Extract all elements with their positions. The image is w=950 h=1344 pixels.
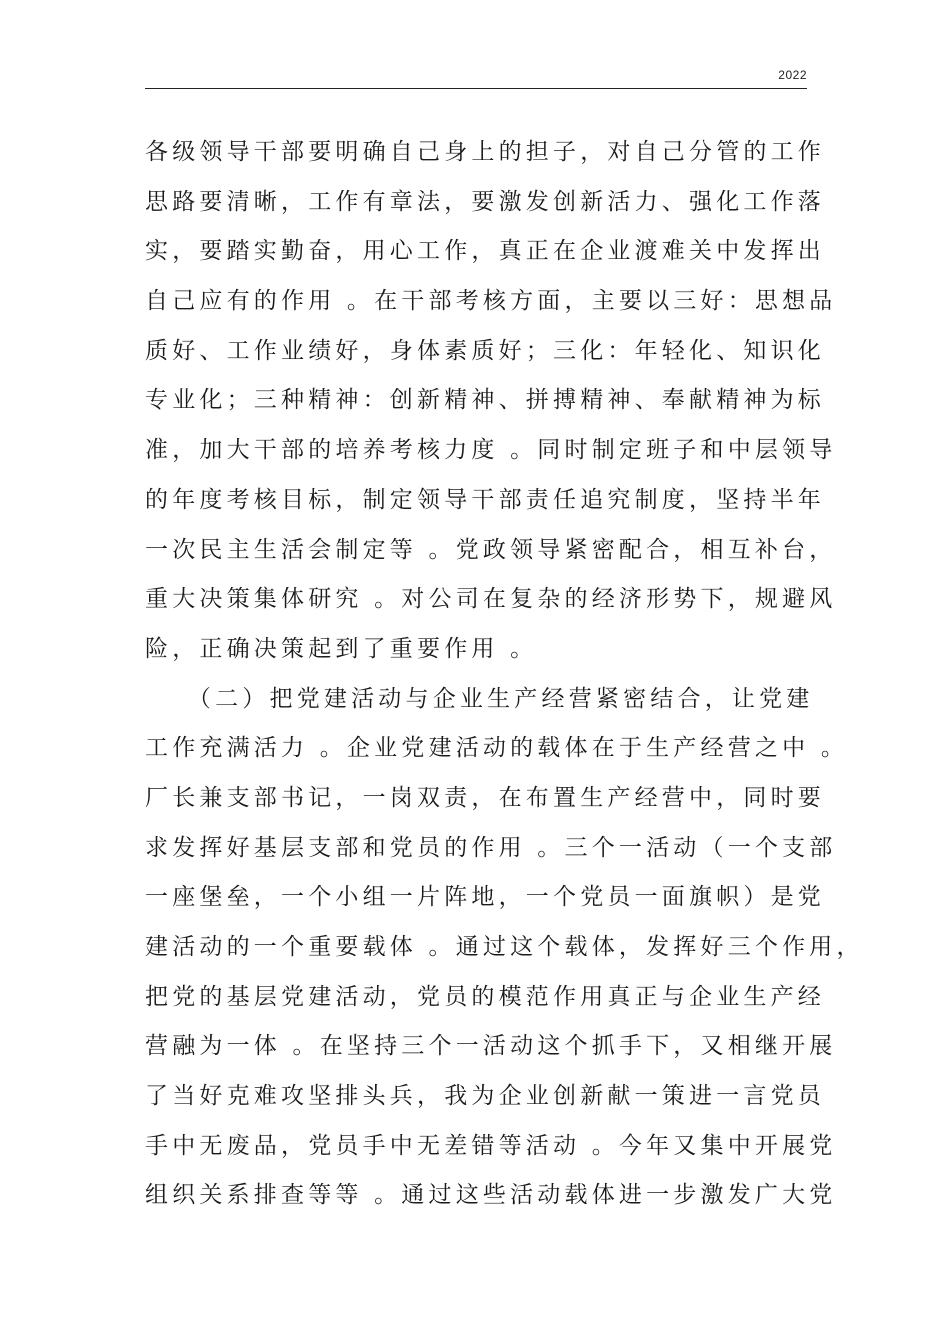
text-line: 手中无废品，党员手中无差错等活动 。今年又集中开展党 [145, 1132, 837, 1159]
paragraph-heading-line: （二）把党建活动与企业生产经营紧密结合，让党建 [145, 685, 814, 712]
text-line: 了当好克难攻坚排头兵，我为企业创新献一策进一言党员 [145, 1083, 825, 1110]
text-line: 工作充满活力 。企业党建活动的载体在于生产经营之中 。 [145, 735, 849, 762]
text-line: 一次民主生活会制定等 。党政领导紧密配合，相互补台， [145, 536, 837, 563]
text-line: 实，要踏实勤奋，用心工作，真正在企业渡难关中发挥出 [145, 238, 825, 265]
text-line: 质好、工作业绩好，身体素质好；三化：年轻化、知识化 [145, 337, 825, 364]
text-line: 建活动的一个重要载体 。通过这个载体，发挥好三个作用， [145, 934, 864, 960]
header-year: 2022 [778, 68, 807, 82]
text-line: 重大决策集体研究 。对公司在复杂的经济形势下，规避风 [145, 586, 837, 613]
text-line: 营融为一体 。在坚持三个一活动这个抓手下，又相继开展 [145, 1033, 837, 1060]
text-line: 把党的基层党建活动，党员的模范作用真正与企业生产经 [145, 983, 825, 1010]
text-line: 厂长兼支部书记，一岗双责，在布置生产经营中，同时要 [145, 784, 825, 811]
text-line: 一座堡垒，一个小组一片阵地，一个党员一面旗帜）是党 [145, 884, 825, 911]
text-line: 组织关系排查等等 。通过这些活动载体进一步激发广大党 [145, 1182, 837, 1209]
text-line: 的年度考核目标，制定领导干部责任追究制度，坚持半年 [145, 486, 825, 513]
text-line: 求发挥好基层支部和党员的作用 。三个一活动（一个支部 [145, 834, 837, 861]
text-line: 思路要清晰，工作有章法，要激发创新活力、强化工作落 [145, 188, 825, 215]
page-header [145, 68, 807, 89]
body-text [145, 128, 864, 1221]
text-line: 专业化；三种精神：创新精神、拼搏精神、奉献精神为标 [145, 387, 825, 414]
text-line: 自己应有的作用 。在干部考核方面，主要以三好：思想品 [145, 288, 837, 315]
text-line: 各级领导干部要明确自己身上的担子，对自己分管的工作 [145, 139, 825, 165]
text-line: 险，正确决策起到了重要作用 。 [145, 635, 538, 662]
text-line: 准，加大干部的培养考核力度 。同时制定班子和中层领导 [145, 437, 837, 464]
